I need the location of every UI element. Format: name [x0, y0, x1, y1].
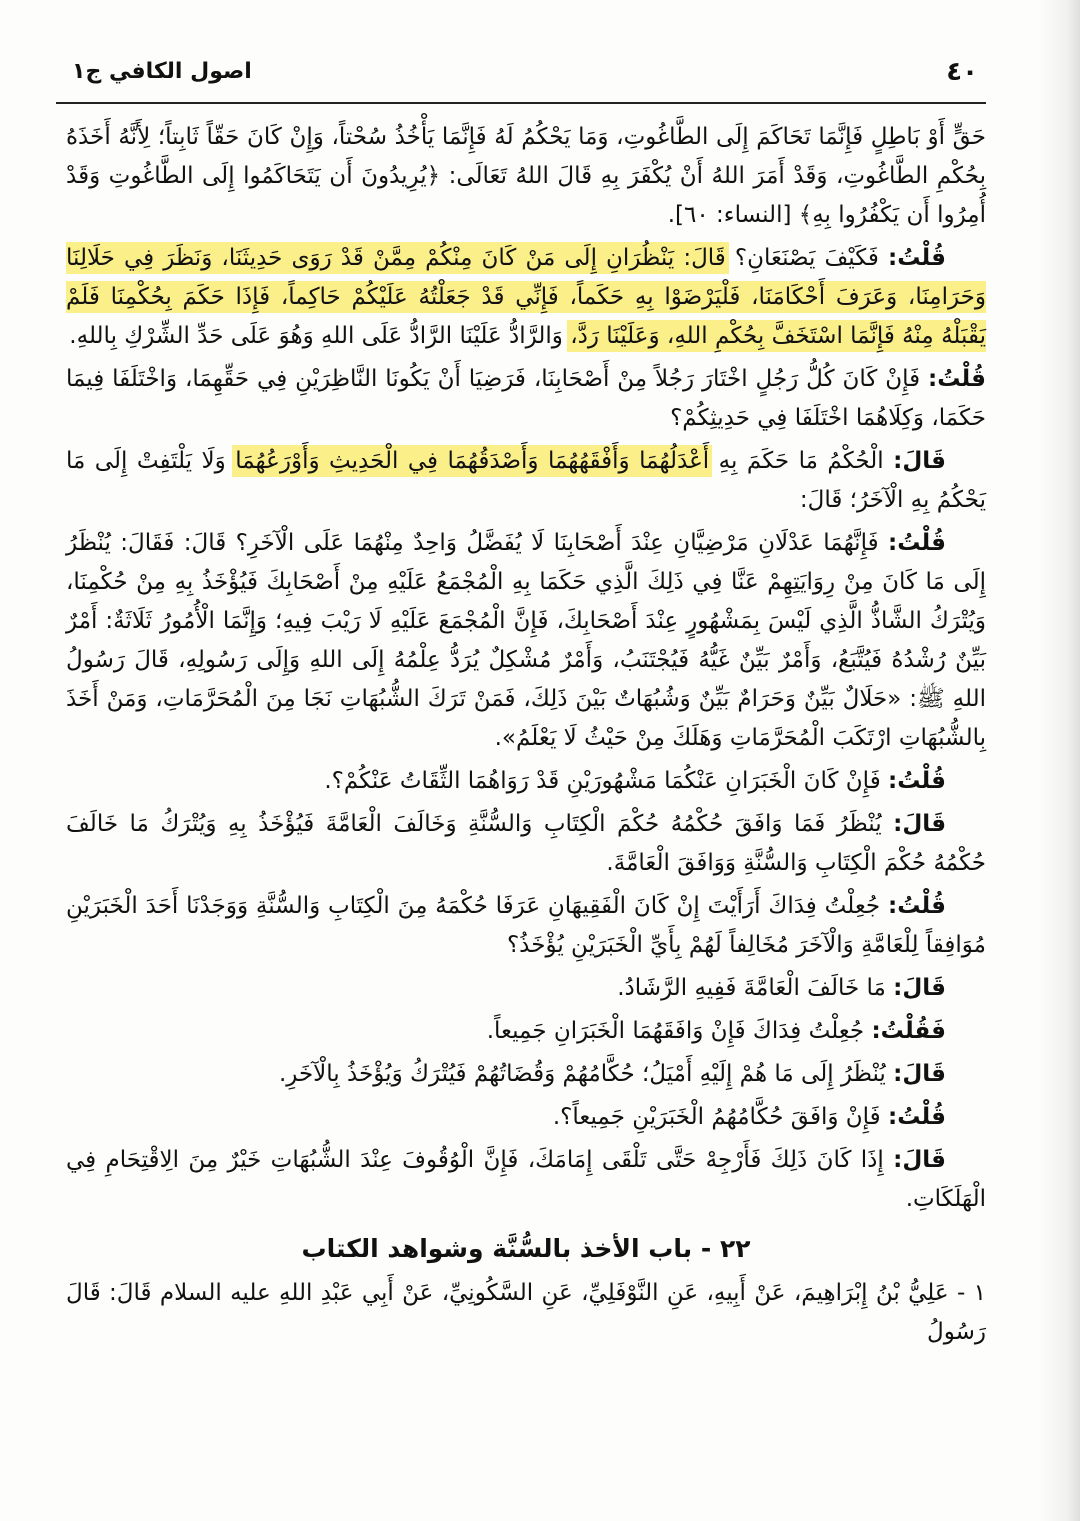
paragraph-text: مَا خَالَفَ الْعَامَّةَ فَفِيهِ الرَّشَادُ. [617, 975, 886, 1001]
paragraph [66, 1055, 986, 1094]
paragraph-text: الْحُكْمُ مَا حَكَمَ بِهِ [718, 448, 884, 474]
paragraph-text: حَقٍّ أَوْ بَاطِلٍ فَإِنَّمَا تَحَاكَمَ إِلَى الطَّاغُوتِ، وَمَا يَحْكُمُ لَهُ فَإِنَّمَا يَأْخُذُ سُحْتاً، وَإِنْ كَانَ حَقّاً ثَابِتاً؛ لِأَنَّهُ أَخَذَهُ بِحُكْمِ الطَّاغُوتِ، وَقَدْ أَمَرَ اللهُ أَنْ يُكْفَرَ بِهِ قَالَ اللهُ تَعَالَى: ﴿يُرِيدُونَ أَن يَتَحَاكَمُوا إِلَى الطَّاغُوتِ وَقَدْ أُمِرُوا أَن يَكْفُرُوا بِهِ﴾ [النساء: ٦٠]. [66, 124, 986, 228]
paragraph-text: فَكَيْفَ يَصْنَعَانِ؟ [734, 245, 879, 271]
speaker-label: قَالَ: [893, 975, 946, 1001]
highlighted-text: أَعْدَلُهُمَا وَأَفْقَهُهُمَا وَأَصْدَقُهُمَا فِي الْحَدِيثِ وَأَوْرَعُهُمَا [235, 448, 710, 474]
paragraph-text: وَالرَّادُّ عَلَيْنَا الرَّادُّ عَلَى اللهِ وَهُوَ عَلَى حَدِّ الشِّرْكِ بِاللهِ. [69, 323, 563, 349]
paragraph-text: فَإِنْ كَانَ الْخَبَرَانِ عَنْكُمَا مَشْهُورَيْنِ قَدْ رَوَاهُمَا الثِّقَاتُ عَنْكُمْ؟. [324, 768, 881, 794]
speaker-label: قُلْتُ: [888, 1104, 946, 1130]
body-text [66, 118, 986, 1356]
speaker-label: قُلْتُ: [888, 768, 946, 794]
speaker-label: قُلْتُ: [888, 245, 946, 271]
header-rule [56, 102, 986, 104]
paragraph-text: فَإِنَّهُمَا عَدْلَانِ مَرْضِيَّانِ عِنْدَ أَصْحَابِنَا لَا يُفَضَّلُ وَاحِدٌ مِنْهُمَا عَلَى الْآخَرِ؟ قَالَ: فَقَالَ: يُنْظَرُ إِلَى مَا كَانَ مِنْ رِوَايَتِهِمْ عَنَّا فِي ذَلِكَ الَّذِي حَكَمَا بِهِ الْمُجْمَعُ عَلَيْهِ مِنْ أَصْحَابِكَ فَيُؤْخَذُ بِهِ مِنْ حُكْمِنَا، وَيُتْرَكُ الشَّاذُّ الَّذِي لَيْسَ بِمَشْهُورٍ عِنْدَ أَصْحَابِكَ، فَإِنَّ الْمُجْمَعَ عَلَيْهِ لَا رَيْبَ فِيهِ؛ وَإِنَّمَا الْأُمُورُ ثَلَاثَةٌ: أَمْرٌ بَيِّنٌ رُشْدُهُ فَيُتَّبَعُ، وَأَمْرٌ بَيِّنٌ غَيُّهُ فَيُجْتَنَبُ، وَأَمْرٌ مُشْكِلٌ يُرَدُّ عِلْمُهُ إِلَى اللهِ وَإِلَى رَسُولِهِ، قَالَ رَسُولُ اللهِ ﷺ: «حَلَالٌ بَيِّنٌ وَحَرَامٌ بَيِّنٌ وَشُبُهَاتٌ بَيْنَ ذَلِكَ، فَمَنْ تَرَكَ الشُّبُهَاتِ نَجَا مِنَ الْمُحَرَّمَاتِ، وَمَنْ أَخَذَ بِالشُّبُهَاتِ ارْتَكَبَ الْمُحَرَّمَاتِ وَهَلَكَ مِنْ حَيْثُ لَا يَعْلَمُ». [66, 530, 986, 751]
section-heading: ٢٢ - باب الأخذ بالسُّنَّة وشواهد الكتاب [301, 1234, 751, 1263]
paragraph-text: جُعِلْتُ فِدَاكَ أَرَأَيْتَ إِنْ كَانَ الْفَقِيهَانِ عَرَفَا حُكْمَهُ مِنَ الْكِتَابِ وَالسُّنَّةِ وَوَجَدْنَا أَحَدَ الْخَبَرَيْنِ مُوَافِقاً لِلْعَامَّةِ وَالْآخَرَ مُخَالِفاً لَهُمْ بِأَيِّ الْخَبَرَيْنِ يُؤْخَذُ؟ [66, 893, 986, 958]
paragraph [66, 762, 986, 801]
highlighted-text: قَالَ: يَنْظُرَانِ إِلَى مَنْ كَانَ مِنْكُمْ مِمَّنْ قَدْ رَوَى حَدِيثَنَا، وَنَظَرَ فِي حَلَالِنَا وَحَرَامِنَا، وَعَرَفَ أَحْكَامَنَا، فَلْيَرْضَوْا بِهِ حَكَماً، فَإِنِّي قَدْ جَعَلْتُهُ عَلَيْكُمْ حَاكِماً، فَإِذَا حَكَمَ بِحُكْمِنَا فَلَمْ يَقْبَلْهُ مِنْهُ فَإِنَّمَا اسْتَخَفَّ بِحُكْمِ اللهِ، وَعَلَيْنَا رَدَّ، [66, 245, 986, 349]
paragraph [66, 118, 986, 235]
speaker-label: قُلْتُ: [928, 366, 986, 392]
speaker-label: قُلْتُ: [888, 530, 946, 556]
paragraph [66, 887, 986, 965]
paragraph [66, 805, 986, 883]
paragraph-text: جُعِلْتُ فِدَاكَ فَإِنْ وَافَقَهُمَا الْخَبَرَانِ جَمِيعاً. [486, 1018, 865, 1044]
speaker-label: قُلْتُ: [888, 893, 946, 919]
paragraph [66, 969, 986, 1008]
paragraph-text: وَلَا يَلْتَفِتْ إِلَى مَا يَحْكُمُ بِهِ الْآخَرُ؛ قَالَ: [66, 448, 986, 513]
speaker-label: قَالَ: [893, 448, 946, 474]
paragraph [66, 1012, 986, 1051]
paragraph [66, 1098, 986, 1137]
paragraph-text: فَإِنْ كَانَ كُلُّ رَجُلٍ اخْتَارَ رَجُلاً مِنْ أَصْحَابِنَا، فَرَضِيَا أَنْ يَكُونَا النَّاظِرَيْنِ فِي حَقِّهِمَا، وَاخْتَلَفَا فِيمَا حَكَمَا، وَكِلَاهُمَا اخْتَلَفَا فِي حَدِيثِكُمْ؟ [66, 366, 986, 431]
paragraph [66, 442, 986, 520]
page-number: ٤٠ [946, 57, 978, 87]
speaker-label: فَقُلْتُ: [871, 1018, 946, 1044]
paragraph-text: يُنْظَرُ فَمَا وَافَقَ حُكْمُهُ حُكْمَ الْكِتَابِ وَالسُّنَّةِ وَخَالَفَ الْعَامَّةَ فَيُؤْخَذُ بِهِ وَيُتْرَكُ مَا خَالَفَ حُكْمُهُ حُكْمَ الْكِتَابِ وَالسُّنَّةِ وَوَافَقَ الْعَامَّةَ. [66, 811, 986, 876]
hadith-chain-line: ١ - عَلِيُّ بْنُ إِبْرَاهِيمَ، عَنْ أَبِيهِ، عَنِ النَّوْفَلِيِّ، عَنِ السَّكُونِيِّ، عَنْ أَبِي عَبْدِ اللهِ عليه السلام قَالَ: قَالَ رَسُولُ [66, 1280, 986, 1345]
speaker-label: قَالَ: [893, 1147, 946, 1173]
paragraph-text: يُنْظَرُ إِلَى مَا هُمْ إِلَيْهِ أَمْيَلُ؛ حُكَّامُهُمْ وَقُضَاتُهُمْ فَيُتْرَكُ وَيُؤْخَذُ بِالْآخَرِ. [278, 1061, 886, 1087]
paragraph [66, 239, 986, 356]
running-title: اصول الكافي ج١ [72, 59, 252, 84]
paragraph [66, 360, 986, 438]
paragraph-text: إِذَا كَانَ ذَلِكَ فَأَرْجِهْ حَتَّى تَلْقَى إِمَامَكَ، فَإِنَّ الْوُقُوفَ عِنْدَ الشُّبُهَاتِ خَيْرٌ مِنَ الِاقْتِحَامِ فِي الْهَلَكَاتِ. [66, 1147, 986, 1212]
speaker-label: قَالَ: [893, 1061, 946, 1087]
paragraph-text: فَإِنْ وَافَقَ حُكَّامُهُمُ الْخَبَرَيْنِ جَمِيعاً؟. [552, 1104, 881, 1130]
speaker-label: قَالَ: [893, 811, 947, 837]
page-header [62, 55, 986, 99]
page-edge-shadow [1038, 0, 1080, 1521]
paragraph [66, 524, 986, 758]
paragraph [66, 1141, 986, 1219]
